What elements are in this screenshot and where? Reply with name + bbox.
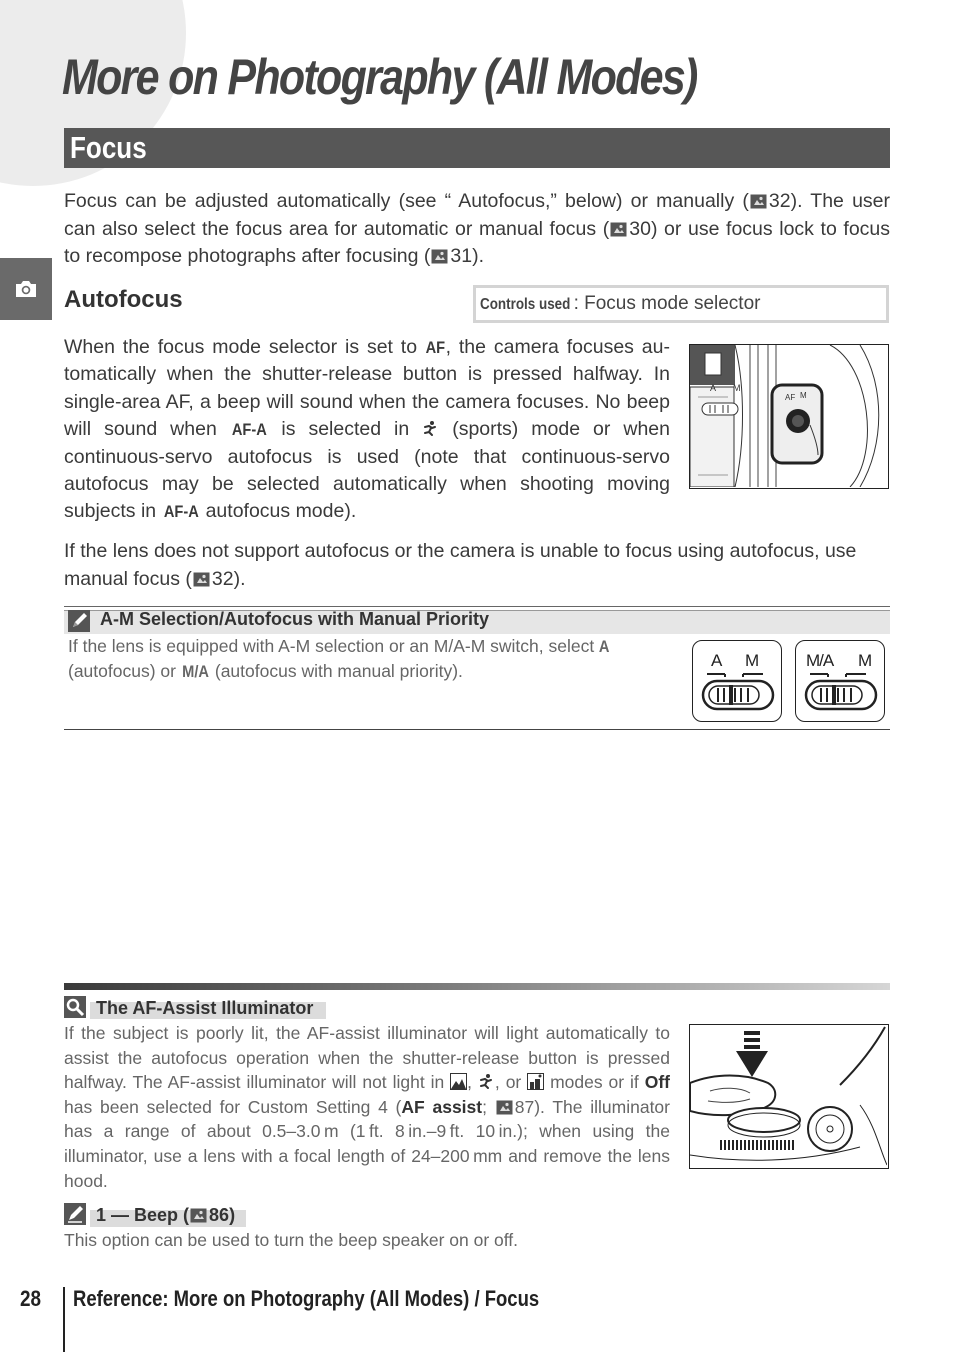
section-header: [64, 128, 890, 168]
page-reference[interactable]: 32: [211, 568, 234, 590]
intro-paragraph: Focus can be adjusted automatically (see “ Autofocus,” below) or manually ( 32). The user can also select the focus area for automatic or manual focus ( 30) or use focus lock to focus to recompose photographs after focusing ( 31).: [64, 190, 891, 267]
focus-mode-selector-illustration: [689, 344, 889, 489]
page-number: 28: [20, 1286, 42, 1311]
camera-icon: [14, 279, 38, 299]
shutter-release-illustration: [689, 1024, 889, 1169]
sports-mode-icon: [478, 1073, 495, 1090]
page-reference-icon: [496, 1100, 513, 1115]
note-title: 1 — Beep ( 86): [96, 1205, 236, 1225]
beep-note-body: This option can be used to turn the beep speaker on or off.: [64, 1230, 519, 1250]
chapter-title: More on Photography (All Modes): [62, 49, 697, 105]
page-reference[interactable]: 30: [629, 217, 651, 240]
page-reference[interactable]: 31: [450, 245, 473, 267]
footer-breadcrumb: Reference: More on Photography (All Modes) / Focus: [73, 1286, 540, 1311]
note-title: A-M Selection/Autofocus with Manual Priority: [100, 609, 490, 629]
switch-label-a: A: [711, 651, 723, 670]
page-reference-icon: [750, 194, 767, 209]
note-body: If the lens is equipped with A-M selection or an M/A-M switch, select A (autofocus) or M/A (autofocus with manual priority).: [68, 636, 610, 681]
switch-label-m: M: [733, 383, 741, 393]
night-landscape-mode-icon: [527, 1073, 544, 1090]
page-reference-icon: [431, 249, 448, 264]
sports-mode-icon: [422, 420, 439, 437]
switch-label-a: A: [710, 383, 717, 393]
am-selection-note: [64, 606, 890, 730]
shutter-press-drawing: [690, 1025, 887, 1167]
note-divider: [64, 983, 890, 990]
manual-focus-paragraph: If the lens does not support autofocus or the camera is unable to focus using autofocus, use manual focus ( 32).: [64, 540, 857, 590]
switch-label-m: M: [858, 651, 873, 670]
controls-used-box: [473, 285, 889, 323]
section-title: Focus: [70, 130, 147, 165]
autofocus-paragraph: When the focus mode selector is set to AF, the camera focuses automatically when the shutter-release button is pressed halfway. In single-area AF, a beep will sound when the camera focuses. No beep will sound when AF-A is selected in (sports) mode or when continuous-servo autofocus is used (note that continuous-servo autofocus may be selected automatically when shooting moving subjects in AF-A autofocus mode).: [64, 336, 670, 523]
ma-m-switch-diagram: [795, 640, 885, 722]
page-reference-icon: [610, 222, 627, 237]
magnifier-icon: [64, 996, 86, 1018]
page-reference-icon: [190, 1208, 207, 1223]
selector-label-af: AF: [785, 393, 796, 402]
am-switch-diagram: [692, 640, 782, 722]
custom-setting-icon: [64, 1203, 86, 1225]
af-assist-note-body: If the subject is poorly lit, the AF-assist illuminator will light automatically to assist the autofocus operation when the shutter-release button is pressed halfway. The AF-assist illuminator will not light in , , or modes or if Off has been selected for Custom Setting 4 (AF assist; 87). The illuminator has a range of about 0.5–3.0 m (1 ft. 8 in.–9 ft. 10 in.); when using the illuminator, use a lens with a focal length of 24–200 mm and remove the lens hood.: [64, 1023, 670, 1191]
note-title: The AF-Assist Illuminator: [96, 998, 314, 1018]
page-reference[interactable]: 32: [768, 190, 791, 212]
controls-used-value: : Focus mode selector: [573, 293, 761, 314]
autofocus-heading: Autofocus: [64, 286, 183, 313]
page-reference[interactable]: 87: [514, 1096, 535, 1117]
page-reference[interactable]: 86: [209, 1205, 230, 1225]
footer-divider: [63, 1287, 65, 1352]
switch-label-ma: M/A: [806, 651, 834, 670]
page-reference-icon: [193, 572, 210, 587]
pencil-icon: [68, 610, 90, 632]
camera-body-drawing: [690, 345, 887, 487]
landscape-mode-icon: [450, 1073, 467, 1090]
chapter-tab[interactable]: [0, 258, 52, 320]
switch-label-m: M: [745, 651, 760, 670]
controls-used-label: Controls used: [480, 296, 571, 313]
selector-label-m: M: [800, 391, 807, 400]
